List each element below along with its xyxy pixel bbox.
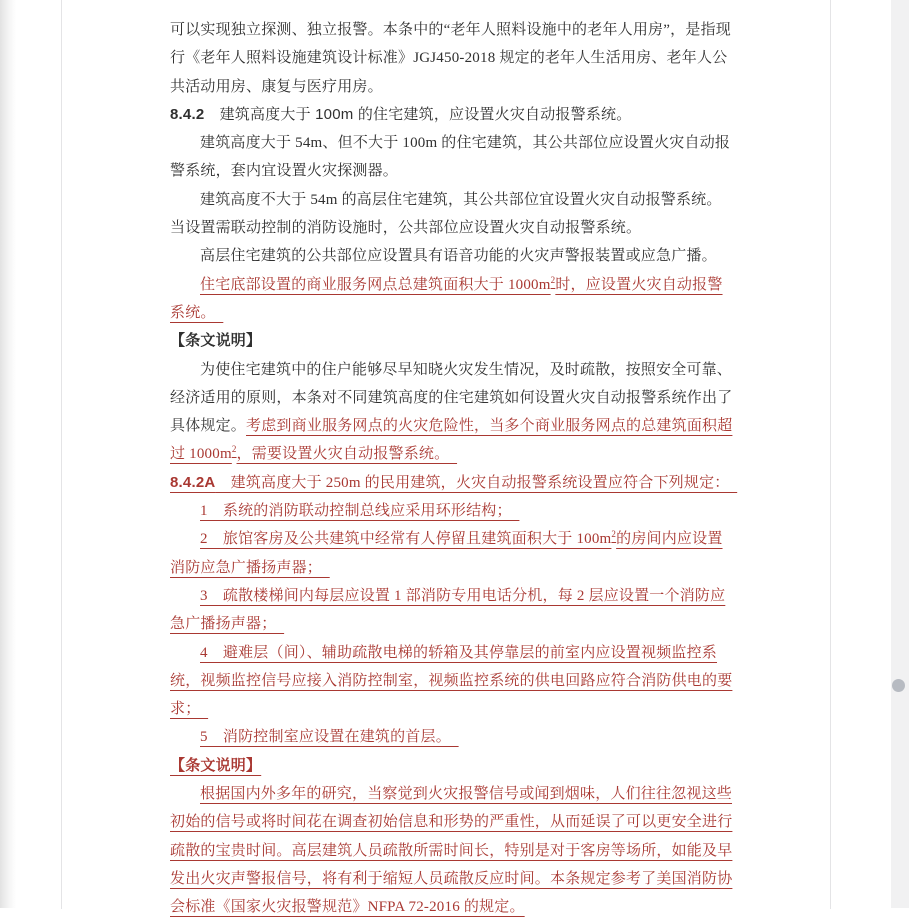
amendment-text: 发出火灾声警报信号，将有利于缩短人员疏散反应时间。本条规定参考了美国消防协 <box>170 870 733 887</box>
text-line <box>170 440 742 468</box>
text-line <box>170 582 742 610</box>
text-line <box>170 129 742 157</box>
text-line <box>170 639 742 667</box>
text-line <box>170 695 742 723</box>
amendment-text: 疏散的宝贵时间。高层建筑人员疏散所需时间长，特别是对于客房等场所，如能及早 <box>170 842 733 859</box>
scrollbar-thumb[interactable] <box>892 679 905 692</box>
amendment-text: ，需要设置火灾自动报警系统。 <box>236 446 458 463</box>
text-line <box>170 242 742 270</box>
amendment-text: 住宅底部设置的商业服务网点总建筑面积大于 1000m <box>200 276 551 293</box>
amendment-text: 5 消防控制室应设置在建筑的首层。 <box>200 729 459 746</box>
text-line <box>170 610 742 638</box>
amendment-text: 过 1000m <box>170 446 232 463</box>
text-line <box>170 16 742 44</box>
text-line <box>170 44 742 72</box>
body-text: 8.4.2 <box>170 105 205 123</box>
amendment-text: 考虑到商业服务网点的火灾危险性，当多个商业服务网点的总建筑面积超 <box>246 418 733 435</box>
text-line <box>170 384 742 412</box>
amendment-text: 建筑高度大于 250m 的民用建筑，火灾自动报警系统设置应符合下列规定： <box>215 474 738 491</box>
text-line <box>170 101 742 129</box>
amendment-text: 的房间内应设置 <box>616 531 723 548</box>
amendment-text: 2 旅馆客房及公共建筑中经常有人停留且建筑面积大于 100m <box>200 531 612 548</box>
body-text: 行《老年人照料设施建筑设计标准》JGJ450-2018 规定的老年人生活用房、老年人公 <box>170 50 728 67</box>
amendment-text: 4 避难层（间）、辅助疏散电梯的轿箱及其停靠层的前室内应设置视频监控系 <box>200 644 718 661</box>
text-line <box>170 752 742 780</box>
amendment-text: 求； <box>170 701 209 718</box>
amendment-text: 系统。 <box>170 304 224 321</box>
amendment-text: 2 <box>231 444 237 455</box>
amendment-text: 【条文说明】 <box>170 756 262 774</box>
amendment-text: 初始的信号或将时间花在调查初始信息和形势的严重性，从而延误了可以更安全进行 <box>170 814 733 831</box>
text-line <box>170 525 742 553</box>
amendment-text: 8.4.2A <box>170 473 216 491</box>
text-line <box>170 893 742 921</box>
amendment-text: 急广播扬声器； <box>170 616 285 633</box>
text-line <box>170 808 742 836</box>
text-line <box>170 780 742 808</box>
body-text: 共活动用房、康复与医疗用房。 <box>170 78 383 95</box>
amendment-text: 根据国内外多年的研究，当察觉到火灾报警信号或闻到烟味，人们往往忽视这些 <box>200 786 733 803</box>
body-text: 为使住宅建筑中的住户能够尽早知晓火灾发生情况，及时疏散，按照安全可靠、 <box>200 361 733 378</box>
page-left-shadow <box>0 0 16 908</box>
amendment-text: 时，应设置火灾自动报警 <box>555 276 723 293</box>
body-text: 建筑高度大于 100m 的住宅建筑，应设置火灾自动报警系统。 <box>204 105 632 123</box>
text-line <box>170 214 742 242</box>
amendment-text: 统，视频监控信号应接入消防控制室，视频监控系统的供电回路应符合消防供电的要 <box>170 672 733 689</box>
amendment-text: 2 <box>550 274 556 285</box>
amendment-text: 消防应急广播扬声器； <box>170 559 330 576</box>
text-line <box>170 469 742 497</box>
text-line <box>170 723 742 751</box>
body-text: 建筑高度不大于 54m 的高层住宅建筑，其公共部位宜设置火灾自动报警系统。 <box>200 191 722 208</box>
text-line <box>170 865 742 893</box>
amendment-text: 1 系统的消防联动控制总线应采用环形结构； <box>200 503 520 520</box>
text-line <box>170 497 742 525</box>
text-line <box>170 667 742 695</box>
body-text: 具体规定。 <box>170 418 247 435</box>
text-line <box>170 356 742 384</box>
body-text: 可以实现独立探测、独立报警。本条中的“老年人照料设施中的老年人用房”，是指现 <box>170 22 731 38</box>
amendment-text: 2 <box>611 529 617 540</box>
document-text <box>170 16 742 922</box>
text-line <box>170 299 742 327</box>
text-line <box>170 157 742 185</box>
body-text: 建筑高度大于 54m、但不大于 100m 的住宅建筑，其公共部位应设置火灾自动报 <box>200 135 731 152</box>
text-line <box>170 271 742 299</box>
text-line <box>170 554 742 582</box>
text-line <box>170 837 742 865</box>
text-line <box>170 327 742 355</box>
amendment-text: 3 疏散楼梯间内每层应设置 1 部消防专用电话分机，每 2 层应设置一个消防应 <box>200 587 726 604</box>
text-line <box>170 73 742 101</box>
text-line <box>170 186 742 214</box>
scrollbar-track[interactable] <box>891 0 909 908</box>
body-text: 警系统，套内宜设置火灾探测器。 <box>170 163 399 180</box>
body-text: 高层住宅建筑的公共部位应设置具有语音功能的火灾声警报装置或应急广播。 <box>200 248 717 265</box>
amendment-text: 会标准《国家火灾报警规范》NFPA 72-2016 的规定。 <box>170 899 525 916</box>
body-text: 经济适用的原则，本条对不同建筑高度的住宅建筑如何设置火灾自动报警系统作出了 <box>170 389 733 406</box>
text-line <box>170 412 742 440</box>
body-text: 【条文说明】 <box>170 332 262 350</box>
body-text: 当设置需联动控制的消防设施时，公共部位应设置火灾自动报警系统。 <box>170 220 642 237</box>
